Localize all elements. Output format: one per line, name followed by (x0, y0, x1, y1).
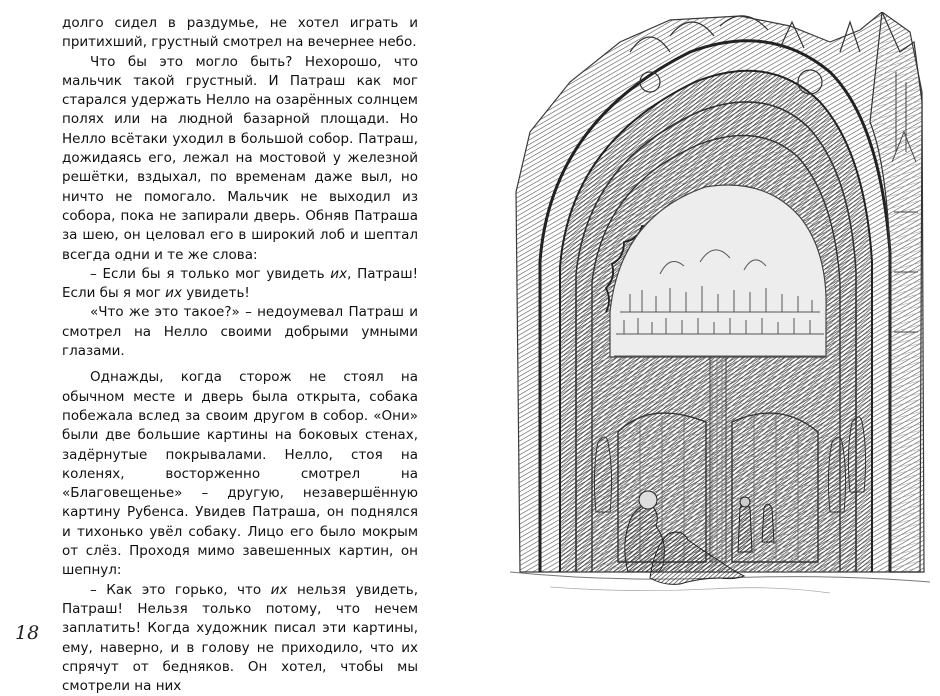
body-text (62, 14, 418, 696)
cathedral-illustration (510, 12, 930, 602)
paragraph-2: Что бы это могло быть? Нехорошо, что мальчик такой грустный. И Патраш как мог старался удержать Нелло на озарённых солнцем полях или на людной базарной площади. Но Нелло всётаки уходил в большой собор. Патраш, дожидаясь его, лежал на мостовой у железной решётки, вздыхал, по временам даже выл, но ничто не помогало. Мальчик не выходил из собора, пока не запирали дверь. Обняв Патраша за шею, он целовал его в широкий лоб и шептал всегда одни и те же слова: (62, 53, 418, 263)
p3-emphasis-2: их (165, 285, 182, 302)
ground-shadow (550, 587, 830, 593)
trumeau (710, 357, 726, 562)
paragraph-1: долго сидел в раздумье, не хотел играть и притихший, грустный смотрел на вечернее небо. (62, 15, 418, 51)
paragraph-6 (62, 581, 418, 696)
p3-part-c: увидеть! (181, 285, 250, 302)
p3-emphasis-1: их (330, 265, 348, 282)
paragraph-4: «Что же это такое?» – недоумевал Патраш и смотрел на Нелло своими добрыми умными глазами. (62, 304, 418, 360)
p3-part-a: – Если бы я только мог увидеть (90, 265, 331, 282)
paragraph-3 (62, 265, 418, 304)
paragraph-5: Однажды, когда сторож не стоял на обычном месте и дверь была открыта, собака побежала вслед за своим другом в собор. «Они» были две большие картины на боковых стенах, задёрнутые покрывалами. Нелло, стоя на коленях, восторженно смотрел на «Благовещенье» – другую, незавершённую картину Рубенса. Увидев Патраша, он поднялся и тихонько увёл собаку. Лицо его было мокрым от слёз. Проходя мимо завешенных картин, он шепнул: (62, 369, 418, 579)
p6-part-a: – Как это горько, что (90, 581, 271, 598)
p3-part-b: , Патраш! Если бы я мог (62, 265, 418, 302)
cathedral-sketch (510, 12, 930, 602)
p6-emphasis: их (270, 581, 288, 598)
boy-head (639, 491, 657, 509)
page-number: 18 (15, 622, 40, 644)
p6-part-b: нельзя увидеть, Патраш! Нельзя только потому, что нечем заплатить! Когда художник писал эти картины, ему, наверно, и в голову не приходило, что их спрячут от бедняков. Он хотел, чтобы мы смотрели на них (62, 581, 418, 695)
